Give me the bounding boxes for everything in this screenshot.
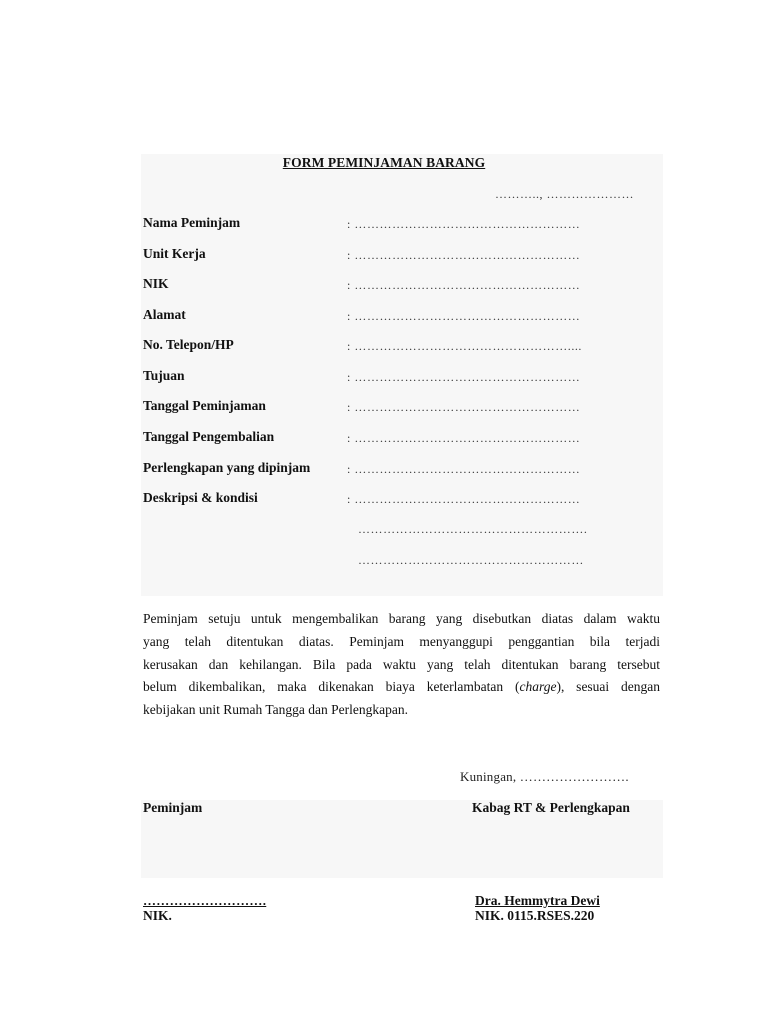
deskripsi-extra-line[interactable]: ………………………………………………: [358, 553, 584, 567]
field-value-tujuan[interactable]: : ………………………………………………: [347, 370, 581, 384]
borrower-role: Peminjam: [143, 800, 203, 815]
paragraph-line: kerusakan dan kehilangan. Bila pada waktu yang telah ditentukan barang tersebut: [143, 656, 660, 672]
paragraph-line: Peminjam setuju untuk mengembalikan barang yang disebutkan diatas dalam waktu: [143, 611, 660, 626]
place-date: Kuningan, …………………….: [460, 769, 629, 784]
field-label-perlengkapan: Perlengkapan yang dipinjam: [143, 460, 311, 475]
field-value-alamat[interactable]: : ………………………………………………: [347, 309, 581, 323]
field-value-nik[interactable]: : ………………………………………………: [347, 278, 581, 292]
field-value-telepon[interactable]: : ……………………………………………....: [347, 339, 582, 353]
head-name: Dra. Hemmytra Dewi: [475, 893, 600, 908]
borrower-nik: NIK.: [143, 908, 172, 923]
field-label-nik: NIK: [143, 276, 169, 291]
field-value-unit-kerja[interactable]: : ………………………………………………: [347, 248, 581, 262]
field-label-alamat: Alamat: [143, 307, 186, 322]
paragraph-line: [143, 676, 660, 699]
field-label-nama-peminjam: Nama Peminjam: [143, 215, 241, 230]
paragraph-line: yang telah ditentukan diatas. Peminjam menyanggupi penggantian bila terjadi: [143, 633, 660, 649]
field-value-tanggal-pengembalian[interactable]: : ………………………………………………: [347, 431, 581, 445]
field-label-tujuan: Tujuan: [143, 368, 185, 383]
field-value-perlengkapan[interactable]: : ………………………………………………: [347, 462, 581, 476]
field-label-unit-kerja: Unit Kerja: [143, 246, 206, 261]
paragraph-italic-term: charge: [519, 679, 557, 695]
field-label-deskripsi: Deskripsi & kondisi: [143, 490, 258, 505]
date-line: ……….., …………………: [495, 187, 634, 201]
page-title: FORM PEMINJAMAN BARANG: [282, 155, 486, 170]
paragraph-text: ), sesuai dengan: [556, 679, 660, 695]
field-value-tanggal-peminjaman[interactable]: : ………………………………………………: [347, 400, 581, 414]
paragraph-line: kebijakan unit Rumah Tangga dan Perlengkapan.: [143, 702, 408, 718]
field-value-deskripsi[interactable]: : ………………………………………………: [347, 492, 581, 506]
borrower-signature-line[interactable]: ……………………….: [143, 893, 267, 908]
field-label-tanggal-pengembalian: Tanggal Pengembalian: [143, 429, 275, 444]
head-role: Kabag RT & Perlengkapan: [472, 800, 630, 815]
deskripsi-extra-line[interactable]: ……………………………………………….: [358, 522, 588, 536]
field-value-nama-peminjam[interactable]: : ………………………………………………: [347, 217, 581, 231]
agreement-paragraph: [143, 608, 660, 722]
paragraph-text: belum dikembalikan, maka dikenakan biaya keterlambatan (: [143, 679, 520, 695]
head-nik: NIK. 0115.RSES.220: [475, 908, 595, 923]
field-label-telepon: No. Telepon/HP: [143, 337, 234, 352]
field-label-tanggal-peminjaman: Tanggal Peminjaman: [143, 398, 266, 413]
